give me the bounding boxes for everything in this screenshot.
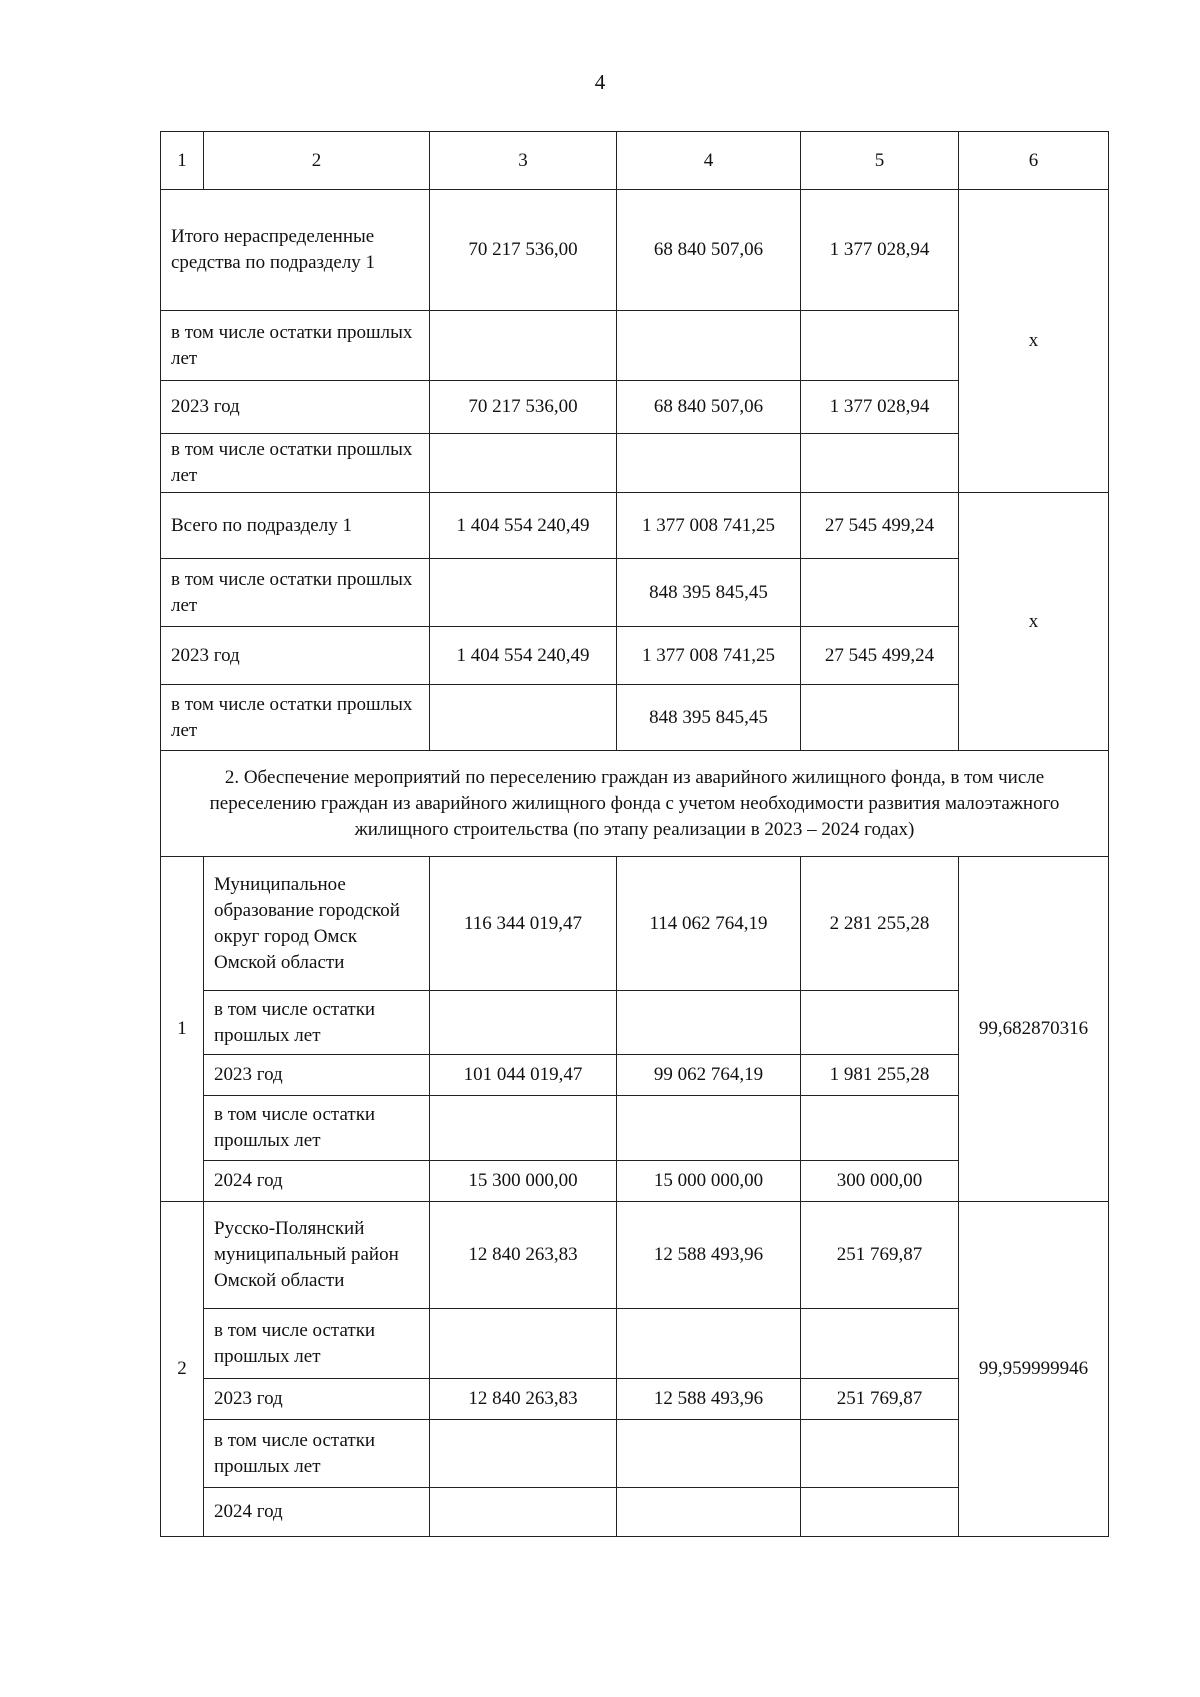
empty-cell xyxy=(801,1309,959,1379)
column-number: 4 xyxy=(617,132,801,190)
amount-cell: 12 840 263,83 xyxy=(430,1202,617,1309)
column-number: 5 xyxy=(801,132,959,190)
row-label: Муниципальное образование городской округ город Омск Омской области xyxy=(204,857,430,991)
amount-cell: 2 281 255,28 xyxy=(801,857,959,991)
empty-cell xyxy=(801,434,959,493)
row-label: в том числе остатки прошлых лет xyxy=(161,685,430,751)
row-label: 2024 год xyxy=(204,1161,430,1202)
amount-cell: 300 000,00 xyxy=(801,1161,959,1202)
row-label: Итого нераспределенные средства по подразделу 1 xyxy=(161,190,430,311)
table-row xyxy=(161,1202,1109,1309)
amount-cell: 68 840 507,06 xyxy=(617,381,801,434)
section-title-row xyxy=(161,751,1109,857)
row-label: в том числе остатки прошлых лет xyxy=(161,434,430,493)
empty-cell xyxy=(801,991,959,1055)
empty-cell xyxy=(801,1420,959,1488)
table-row xyxy=(161,493,1109,559)
empty-cell xyxy=(617,1488,801,1537)
amount-cell: 12 588 493,96 xyxy=(617,1202,801,1309)
empty-cell xyxy=(617,1309,801,1379)
row-label: в том числе остатки прошлых лет xyxy=(204,1096,430,1161)
row-label: 2023 год xyxy=(161,381,430,434)
empty-cell xyxy=(801,685,959,751)
row-label: 2023 год xyxy=(204,1055,430,1096)
empty-cell xyxy=(430,685,617,751)
share-cell: 99,959999946 xyxy=(959,1202,1109,1537)
amount-cell: 27 545 499,24 xyxy=(801,493,959,559)
amount-cell: 12 840 263,83 xyxy=(430,1379,617,1420)
amount-cell: 101 044 019,47 xyxy=(430,1055,617,1096)
amount-cell: 1 377 028,94 xyxy=(801,190,959,311)
empty-cell xyxy=(617,311,801,381)
column-number: 1 xyxy=(161,132,204,190)
amount-cell: 68 840 507,06 xyxy=(617,190,801,311)
amount-cell: 1 981 255,28 xyxy=(801,1055,959,1096)
amount-cell: 116 344 019,47 xyxy=(430,857,617,991)
column-number: 2 xyxy=(204,132,430,190)
row-label: в том числе остатки прошлых лет xyxy=(161,311,430,381)
amount-cell: 251 769,87 xyxy=(801,1202,959,1309)
row-label: в том числе остатки прошлых лет xyxy=(161,559,430,627)
empty-cell xyxy=(801,1488,959,1537)
empty-cell xyxy=(430,1096,617,1161)
empty-cell xyxy=(430,311,617,381)
empty-cell xyxy=(430,1420,617,1488)
empty-cell xyxy=(430,434,617,493)
empty-cell xyxy=(617,991,801,1055)
row-label: 2023 год xyxy=(204,1379,430,1420)
amount-cell: 27 545 499,24 xyxy=(801,627,959,685)
row-label: в том числе остатки прошлых лет xyxy=(204,1420,430,1488)
share-cell: 99,682870316 xyxy=(959,857,1109,1202)
row-label: в том числе остатки прошлых лет xyxy=(204,1309,430,1379)
amount-cell: 251 769,87 xyxy=(801,1379,959,1420)
empty-cell xyxy=(430,559,617,627)
row-label: в том числе остатки прошлых лет xyxy=(204,991,430,1055)
empty-cell xyxy=(430,991,617,1055)
row-label: Русско-Полянский муниципальный район Омской области xyxy=(204,1202,430,1309)
page-number: 4 xyxy=(594,70,606,94)
share-cell: х xyxy=(959,190,1109,493)
row-label: Всего по подразделу 1 xyxy=(161,493,430,559)
amount-cell: 114 062 764,19 xyxy=(617,857,801,991)
amount-cell: 1 377 008 741,25 xyxy=(617,493,801,559)
row-label: 2024 год xyxy=(204,1488,430,1537)
empty-cell xyxy=(430,1309,617,1379)
empty-cell xyxy=(617,1096,801,1161)
empty-cell xyxy=(801,1096,959,1161)
amount-cell: 848 395 845,45 xyxy=(617,685,801,751)
column-number-row xyxy=(161,132,1109,190)
amount-cell: 1 377 008 741,25 xyxy=(617,627,801,685)
funding-table xyxy=(160,131,1109,1537)
column-number: 3 xyxy=(430,132,617,190)
empty-cell xyxy=(801,311,959,381)
empty-cell xyxy=(617,434,801,493)
item-number: 2 xyxy=(161,1202,204,1537)
table-row xyxy=(161,190,1109,311)
amount-cell: 12 588 493,96 xyxy=(617,1379,801,1420)
amount-cell: 70 217 536,00 xyxy=(430,381,617,434)
amount-cell: 99 062 764,19 xyxy=(617,1055,801,1096)
amount-cell: 15 300 000,00 xyxy=(430,1161,617,1202)
amount-cell: 1 377 028,94 xyxy=(801,381,959,434)
empty-cell xyxy=(617,1420,801,1488)
column-number: 6 xyxy=(959,132,1109,190)
amount-cell: 70 217 536,00 xyxy=(430,190,617,311)
amount-cell: 1 404 554 240,49 xyxy=(430,627,617,685)
amount-cell: 15 000 000,00 xyxy=(617,1161,801,1202)
empty-cell xyxy=(430,1488,617,1537)
row-label: 2023 год xyxy=(161,627,430,685)
section-title: 2. Обеспечение мероприятий по переселению граждан из аварийного жилищного фонда, в том числе переселению граждан из аварийного жилищного фонда с учетом необходимости развития малоэтажного жилищного строительства (по этапу реализации в 2023 – 2024 годах) xyxy=(161,751,1109,857)
table-row xyxy=(161,857,1109,991)
empty-cell xyxy=(801,559,959,627)
amount-cell: 1 404 554 240,49 xyxy=(430,493,617,559)
item-number: 1 xyxy=(161,857,204,1202)
amount-cell: 848 395 845,45 xyxy=(617,559,801,627)
share-cell: х xyxy=(959,493,1109,751)
